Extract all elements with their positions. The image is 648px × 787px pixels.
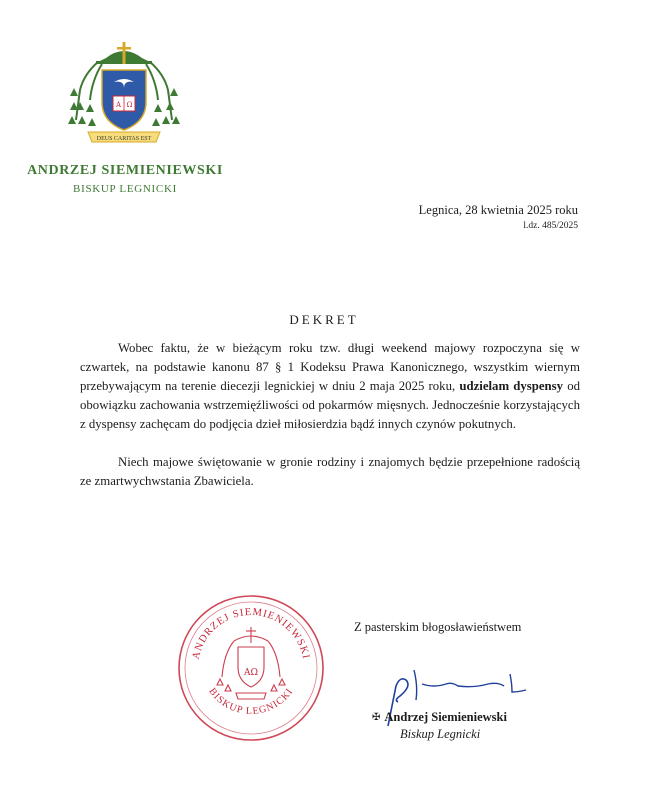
letterhead-title: BISKUP LEGNICKI: [73, 183, 177, 195]
reference-number: l.dz. 485/2025: [523, 221, 578, 231]
seal-bottom-text: BISKUP LEGNICKI: [206, 686, 296, 718]
letterhead-name: ANDRZEJ SIEMIENIEWSKI: [27, 163, 223, 178]
document-body: [80, 339, 580, 491]
svg-text:AΩ: AΩ: [244, 668, 258, 678]
closing-greeting: Z pasterskim błogosławieństwem: [354, 620, 522, 634]
paragraph-1-start: Wobec faktu, że w bieżącym roku tzw. długi weekend majowy rozpoczyna się w czwartek, na podstawie kanonu 87 § 1 Kodeksu Prawa Kanonicznego, wszystkim wiernym przebywającym na terenie diecezji legnickiej w dniu 2 maja 2025 roku,: [80, 341, 580, 393]
paragraph-2: Niech majowe świętowanie w gronie rodziny i znajomych będzie przepełnione radością ze zmartwychwstania Zbawiciela.: [80, 455, 580, 488]
motto-text: DEUS CARITAS EST: [96, 136, 152, 142]
paragraph-1: [80, 339, 580, 434]
seal-icon: [176, 593, 326, 743]
svg-text:Ω: Ω: [126, 101, 133, 109]
svg-text:A: A: [115, 101, 122, 109]
place-and-date: Legnica, 28 kwietnia 2025 roku: [418, 203, 578, 217]
episcopal-seal: [176, 593, 326, 743]
coat-of-arms-icon: [66, 40, 182, 152]
handwritten-signature: [378, 666, 548, 736]
cross-icon: ✠: [372, 712, 381, 723]
paragraph-1-end: od obowiązku zachowania wstrzemięźliwości od pokarmów mięsnych. Jednocześnie korzystających z dyspensy zachęcam do podjęcia dzieł miłosierdzia bądź innych czynów pokutnych.: [80, 379, 581, 431]
paragraph-1-bold: udzielam dyspensy: [459, 379, 564, 393]
svg-text:BISKUP LEGNICKI: [206, 686, 295, 717]
signature-icon: [378, 666, 548, 736]
signatory-title: Biskup Legnicki: [400, 727, 481, 741]
coat-of-arms: [66, 40, 182, 152]
signatory-name-line: [372, 710, 507, 725]
seal-top-text: ANDRZEJ SIEMIENIEWSKI: [190, 606, 312, 661]
document-title: DEKRET: [289, 312, 359, 327]
signatory-name: Andrzej Siemieniewski: [384, 710, 507, 724]
